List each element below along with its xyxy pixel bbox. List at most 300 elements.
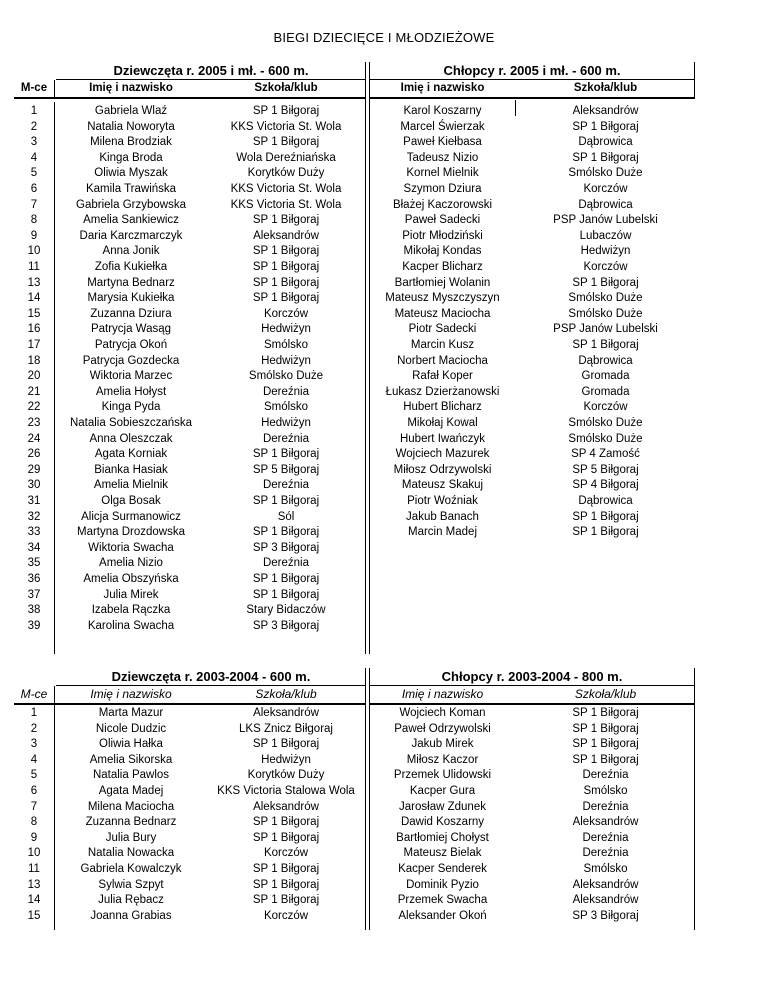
table-row	[0, 706, 768, 722]
cell-place: 2	[30, 722, 38, 735]
cell-girl-club: Korczów	[263, 847, 309, 860]
cell-boy-club: Smólsko	[583, 863, 628, 875]
table-row	[0, 338, 768, 354]
cell-girl-name: Gabriela Kowalczyk	[80, 863, 182, 875]
cell-girl-name: Martyna Drozdowska	[76, 526, 185, 539]
table-row	[0, 862, 768, 878]
cell-boy-club: SP 1 Biłgoraj	[572, 276, 639, 289]
cell-boy-club: SP 1 Biłgoraj	[572, 151, 639, 164]
cell-girl-club: Hedwiżyn	[261, 354, 311, 367]
cell-girl-club: Sól	[277, 510, 295, 523]
cell-boy-name: Błażej Kaczorowski	[392, 198, 493, 211]
table-row	[0, 815, 768, 831]
cell-girl-club: Stary Bidaczów	[246, 604, 326, 617]
table-row	[0, 909, 768, 925]
table-row	[0, 182, 768, 198]
cell-girl-club: SP 1 Biłgoraj	[252, 878, 320, 891]
cell-boy-club: Smólsko Duże	[568, 417, 643, 429]
header-rule-bottom	[14, 97, 366, 99]
table-row	[0, 135, 768, 151]
section-2003-2004	[0, 668, 768, 938]
cell-boy-name: Mikołaj Kondas	[403, 245, 482, 258]
cell-boy-name: Paweł Kiełbasa	[403, 136, 482, 149]
cell-boy-club: Korczów	[583, 261, 628, 273]
cell-girl-club: SP 1 Biłgoraj	[252, 863, 320, 875]
cell-boy-name: Hubert Iwańczyk	[399, 432, 485, 445]
cell-girl-name: Natalia Noworyta	[87, 120, 175, 133]
cell-place: 38	[27, 604, 41, 617]
cell-place: 13	[27, 878, 41, 891]
cell-boy-club: SP 1 Biłgoraj	[572, 707, 639, 719]
cell-girl-name: Zofia Kukiełka	[94, 261, 168, 273]
cell-girl-name: Gabriela Grzybowska	[76, 198, 186, 211]
cell-place: 15	[27, 307, 41, 320]
cell-boy-club: PSP Janów Lubelski	[553, 323, 658, 336]
heading-girls-2005: Dziewczęta r. 2005 i mł. - 600 m.	[113, 63, 309, 78]
cell-girl-name: Martyna Bednarz	[87, 276, 175, 289]
cell-girl-club: Smólsko Duże	[248, 370, 324, 383]
cell-place: 11	[28, 863, 40, 875]
cell-boy-name: Mikołaj Kowal	[407, 417, 478, 429]
cell-boy-club: Dąbrowica	[578, 354, 633, 367]
table-row	[0, 307, 768, 323]
cell-girl-club: Dereźnia	[262, 479, 310, 492]
cell-boy-club: Smólsko Duże	[568, 167, 643, 180]
col-header-place: M-ce	[20, 82, 48, 94]
cell-girl-club: Smólsko	[263, 401, 309, 414]
cell-boy-club: Gromada	[581, 370, 630, 383]
cell-girl-name: Zuzanna Dziura	[90, 307, 172, 320]
cell-place: 3	[30, 136, 38, 149]
cell-place: 11	[28, 261, 40, 273]
cell-girl-club: LKS Znicz Biłgoraj	[239, 722, 333, 735]
table-row	[0, 260, 768, 276]
cell-girl-club: SP 1 Biłgoraj	[252, 588, 320, 601]
cell-boy-name: Kacper Gura	[409, 785, 476, 797]
cell-girl-name: Karolina Swacha	[87, 619, 175, 632]
cell-girl-club: Korczów	[263, 307, 309, 320]
cell-boy-name: Hubert Blicharz	[403, 401, 482, 414]
cell-girl-club: Korytków Duży	[247, 769, 325, 782]
cell-boy-club: SP 3 Biłgoraj	[572, 909, 639, 922]
cell-boy-name: Piotr Sadecki	[408, 323, 477, 336]
cell-boy-name: Marcin Madej	[407, 526, 478, 539]
cell-place: 1	[30, 105, 38, 117]
col-header-place: M-ce	[20, 687, 48, 701]
cell-girl-club: SP 1 Biłgoraj	[252, 573, 320, 585]
cell-boy-club: Dąbrowica	[578, 198, 633, 211]
cell-boy-club: Lubaczów	[579, 229, 632, 242]
cell-girl-club: SP 1 Biłgoraj	[252, 894, 320, 907]
cell-girl-name: Julia Bury	[105, 831, 157, 844]
cell-boy-club: Smólsko Duże	[568, 292, 643, 305]
table-row	[0, 400, 768, 416]
cell-girl-club: Aleksandrów	[253, 707, 319, 719]
header-rule-bottom	[14, 703, 366, 705]
cell-boy-club: Hedwiżyn	[580, 245, 631, 258]
cell-boy-club: Smólsko	[583, 785, 628, 797]
table-row	[0, 541, 768, 557]
cell-place: 13	[27, 276, 41, 289]
table-row	[0, 213, 768, 229]
cell-boy-club: SP 1 Biłgoraj	[572, 526, 639, 539]
cell-girl-club: SP 1 Biłgoraj	[252, 526, 320, 539]
header-rule-top	[370, 79, 694, 80]
table-row	[0, 525, 768, 541]
cell-girl-name: Milena Maciocha	[87, 800, 175, 813]
cell-place: 2	[30, 120, 38, 133]
cell-girl-name: Milena Brodziak	[90, 136, 172, 149]
cell-girl-club: SP 1 Biłgoraj	[252, 276, 320, 289]
cell-girl-club: SP 1 Biłgoraj	[252, 105, 320, 117]
cell-place: 7	[30, 800, 38, 813]
cell-boy-name: Dominik Pyzio	[406, 878, 479, 891]
cell-boy-name: Mateusz Myszczyszyn	[385, 292, 500, 305]
cell-place: 10	[27, 847, 41, 860]
cell-boy-club: Gromada	[581, 385, 630, 398]
cell-boy-name: Marcin Kusz	[410, 339, 475, 351]
table-row	[0, 510, 768, 526]
cell-boy-name: Aleksander Okoń	[398, 909, 487, 922]
cell-boy-club: Dąbrowica	[578, 136, 633, 149]
cell-girl-name: Natalia Pawlos	[92, 769, 170, 782]
cell-girl-name: Daria Karczmarczyk	[79, 229, 183, 242]
table-row	[0, 447, 768, 463]
cell-place: 31	[27, 495, 41, 507]
cell-boy-club: Aleksandrów	[572, 816, 639, 829]
cell-boy-name: Miłosz Kaczor	[406, 753, 479, 766]
table-row	[0, 198, 768, 214]
cell-boy-name: Mateusz Skakuj	[401, 479, 484, 492]
cell-girl-name: Amelia Sankiewicz	[83, 214, 179, 227]
cell-place: 16	[27, 323, 41, 336]
cell-girl-club: Dereźnia	[262, 557, 310, 570]
cell-boy-name: Wojciech Koman	[399, 707, 486, 719]
cell-place: 5	[30, 769, 38, 782]
table-row	[0, 120, 768, 136]
cell-girl-name: Amelia Hołyst	[95, 385, 167, 398]
cell-girl-club: KKS Victoria St. Wola	[230, 120, 342, 133]
table-row	[0, 768, 768, 784]
cell-boy-name: Przemek Ulidowski	[393, 769, 492, 782]
heading-girls-2003-2004: Dziewczęta r. 2003-2004 - 600 m.	[111, 669, 311, 684]
cell-place: 23	[27, 417, 41, 429]
cell-girl-name: Nicole Dudzic	[95, 722, 167, 735]
table-row	[0, 494, 768, 510]
cell-girl-name: Marysia Kukiełka	[87, 292, 175, 305]
col-header-boy-name: Imię i nazwisko	[401, 687, 484, 701]
cell-boy-name: Tadeusz Nizio	[406, 151, 479, 164]
cell-girl-club: SP 1 Biłgoraj	[252, 261, 320, 273]
cell-boy-club: PSP Janów Lubelski	[553, 214, 658, 227]
divider-vertical	[694, 62, 695, 99]
cell-place: 26	[27, 448, 41, 461]
section-2005	[0, 62, 768, 662]
cell-place: 7	[30, 198, 38, 211]
cell-girl-name: Julia Rębacz	[98, 894, 164, 907]
cell-boy-club: SP 1 Biłgoraj	[572, 120, 639, 133]
cell-place: 39	[27, 619, 41, 632]
cell-boy-club: Dereźnia	[582, 769, 629, 782]
cell-girl-name: Patrycja Okoń	[94, 339, 168, 351]
cell-boy-name: Mateusz Maciocha	[394, 307, 491, 320]
table-row	[0, 104, 768, 120]
cell-place: 1	[30, 707, 38, 719]
col-header-girl-name: Imię i nazwisko	[90, 687, 172, 701]
cell-girl-club: SP 1 Biłgoraj	[252, 495, 320, 507]
cell-boy-name: Paweł Sadecki	[404, 214, 481, 227]
cell-boy-name: Kacper Senderek	[398, 863, 487, 875]
header-rule-top	[56, 79, 366, 80]
header-rule-bottom	[370, 97, 694, 99]
cell-place: 15	[27, 909, 41, 922]
cell-girl-name: Joanna Grabias	[90, 909, 172, 922]
table-row	[0, 878, 768, 894]
cell-place: 3	[30, 738, 38, 751]
header-rule-bottom	[370, 703, 694, 705]
col-header-girl-name: Imię i nazwisko	[89, 82, 173, 94]
page-title: BIEGI DZIECIĘCE I MŁODZIEŻOWE	[273, 30, 495, 45]
cell-place: 33	[27, 526, 41, 539]
table-row	[0, 893, 768, 909]
table-row	[0, 432, 768, 448]
cell-girl-club: SP 3 Biłgoraj	[252, 541, 320, 554]
cell-boy-club: Korczów	[583, 401, 628, 414]
cell-boy-name: Dawid Koszarny	[400, 816, 485, 829]
cell-girl-name: Amelia Obszyńska	[83, 573, 179, 585]
cell-boy-club: SP 1 Biłgoraj	[572, 738, 639, 751]
cell-place: 22	[27, 401, 41, 414]
table-row	[0, 291, 768, 307]
cell-girl-name: Alicja Surmanowicz	[81, 510, 181, 523]
cell-boy-name: Karol Koszarny	[403, 105, 482, 117]
cell-place: 14	[27, 894, 41, 907]
cell-boy-club: Dereźnia	[582, 831, 629, 844]
cell-girl-club: Dereźnia	[262, 385, 310, 398]
cell-girl-name: Zuzanna Bednarz	[85, 816, 177, 829]
cell-place: 36	[27, 573, 41, 585]
cell-girl-club: Dereźnia	[262, 432, 310, 445]
cell-girl-name: Olga Bosak	[101, 495, 161, 507]
table-row	[0, 846, 768, 862]
cell-boy-name: Przemek Swacha	[397, 894, 488, 907]
cell-boy-club: Dereźnia	[582, 847, 629, 860]
cell-boy-name: Bartłomiej Wolanin	[394, 276, 491, 289]
cell-boy-club: SP 4 Zamość	[571, 448, 640, 461]
cell-boy-club: Dąbrowica	[578, 495, 633, 507]
cell-boy-name: Marcel Świerzak	[400, 120, 485, 133]
cell-girl-club: Aleksandrów	[253, 229, 319, 242]
col-header-boy-name: Imię i nazwisko	[400, 82, 485, 94]
cell-place: 6	[30, 183, 38, 195]
cell-girl-club: SP 3 Biłgoraj	[252, 619, 320, 632]
cell-place: 21	[27, 385, 41, 398]
cell-boy-name: Wojciech Mazurek	[395, 448, 490, 461]
cell-boy-club: Smólsko Duże	[568, 432, 643, 445]
cell-boy-club: Dereźnia	[582, 800, 629, 813]
header-rule-top	[56, 685, 366, 686]
cell-girl-club: Aleksandrów	[253, 800, 319, 813]
cell-boy-name: Kacper Blicharz	[402, 261, 483, 273]
cell-girl-name: Wiktoria Swacha	[88, 541, 174, 554]
divider-vertical	[54, 80, 55, 99]
cell-girl-club: SP 1 Biłgoraj	[252, 816, 320, 829]
cell-boy-name: Jakub Mirek	[411, 738, 474, 751]
cell-girl-name: Kinga Broda	[99, 151, 163, 164]
cell-boy-name: Kornel Mielnik	[406, 167, 479, 180]
cell-boy-club: SP 4 Biłgoraj	[572, 479, 639, 492]
cell-place: 24	[27, 432, 41, 445]
cell-girl-name: Agata Madej	[98, 785, 164, 797]
cell-place: 32	[27, 510, 41, 523]
col-header-girl-club: Szkoła/klub	[255, 687, 317, 701]
cell-place: 20	[27, 370, 41, 383]
cell-girl-club: Wola Dereźniańska	[236, 151, 336, 164]
cell-girl-name: Anna Jonik	[102, 245, 160, 258]
heading-boys-2003-2004: Chłopcy r. 2003-2004 - 800 m.	[441, 669, 623, 684]
cell-girl-name: Agata Korniak	[94, 448, 168, 461]
cell-place: 17	[27, 339, 41, 351]
cell-girl-club: SP 1 Biłgoraj	[252, 292, 320, 305]
table-row	[0, 244, 768, 260]
cell-boy-club: SP 1 Biłgoraj	[572, 339, 639, 351]
table-row	[0, 619, 768, 635]
table-row	[0, 385, 768, 401]
cell-boy-club: SP 5 Biłgoraj	[572, 463, 639, 476]
table-row	[0, 151, 768, 167]
cell-boy-name: Piotr Woźniak	[407, 495, 478, 507]
header-rule-top	[370, 685, 694, 686]
cell-girl-name: Julia Mirek	[103, 588, 159, 601]
cell-boy-name: Szymon Dziura	[403, 183, 482, 195]
cell-girl-name: Sylwia Szpyt	[98, 878, 164, 891]
cell-girl-name: Marta Mazur	[98, 707, 164, 719]
cell-girl-club: Korczów	[263, 909, 309, 922]
cell-girl-club: SP 1 Biłgoraj	[252, 136, 320, 149]
cell-girl-club: Hedwiżyn	[261, 323, 311, 336]
table-row	[0, 556, 768, 572]
cell-girl-name: Amelia Nizio	[99, 557, 163, 570]
table-row	[0, 229, 768, 245]
cell-girl-name: Oliwia Myszak	[94, 167, 168, 180]
cell-girl-club: SP 1 Biłgoraj	[252, 245, 320, 258]
cell-girl-name: Izabela Rączka	[91, 604, 171, 617]
cell-girl-name: Kamila Trawińska	[85, 183, 177, 195]
cell-place: 8	[30, 816, 38, 829]
cell-boy-name: Piotr Młodziński	[402, 229, 483, 242]
cell-girl-name: Patrycja Wasąg	[90, 323, 172, 336]
table-row	[0, 588, 768, 604]
cell-girl-name: Gabriela Wlaź	[94, 105, 168, 117]
cell-girl-name: Amelia Sikorska	[89, 753, 173, 766]
col-header-girl-club: Szkoła/klub	[254, 82, 318, 94]
cell-girl-name: Natalia Nowacka	[87, 847, 175, 860]
cell-place: 5	[30, 167, 38, 180]
table-row	[0, 737, 768, 753]
cell-girl-club: Hedwiżyn	[261, 417, 311, 429]
heading-boys-2005: Chłopcy r. 2005 i mł. - 600 m.	[443, 63, 621, 78]
cell-girl-name: Wiktoria Marzec	[89, 370, 173, 383]
cell-girl-club: Korytków Duży	[247, 167, 325, 180]
cell-girl-club: SP 1 Biłgoraj	[252, 214, 320, 227]
table-row	[0, 722, 768, 738]
cell-girl-club: KKS Victoria St. Wola	[230, 198, 342, 211]
table-row	[0, 753, 768, 769]
cell-boy-club: SP 1 Biłgoraj	[572, 722, 639, 735]
cell-place: 6	[30, 785, 38, 797]
cell-place: 18	[27, 354, 41, 367]
table-row	[0, 784, 768, 800]
cell-place: 4	[30, 151, 38, 164]
cell-boy-name: Łukasz Dzierżanowski	[385, 385, 500, 398]
cell-boy-name: Norbert Maciocha	[397, 354, 488, 367]
table-row	[0, 478, 768, 494]
cell-boy-club: Aleksandrów	[572, 894, 639, 907]
cell-girl-name: Anna Oleszczak	[89, 432, 173, 445]
cell-boy-name: Miłosz Odrzywolski	[393, 463, 492, 476]
cell-boy-name: Mateusz Bielak	[403, 847, 482, 860]
cell-boy-name: Paweł Odrzywolski	[394, 722, 491, 735]
cell-girl-club: SP 1 Biłgoraj	[252, 448, 320, 461]
cell-boy-club: SP 1 Biłgoraj	[572, 753, 639, 766]
cell-place: 35	[27, 557, 41, 570]
cell-girl-name: Bianka Hasiak	[94, 463, 168, 476]
table-row	[0, 166, 768, 182]
table-row	[0, 572, 768, 588]
cell-girl-name: Amelia Mielnik	[93, 479, 169, 492]
cell-place: 30	[27, 479, 41, 492]
table-row	[0, 603, 768, 619]
cell-girl-name: Kinga Pyda	[101, 401, 161, 414]
cell-place: 29	[27, 463, 41, 476]
cell-girl-club: SP 1 Biłgoraj	[252, 831, 320, 844]
cell-place: 37	[27, 588, 41, 601]
cell-girl-name: Patrycja Gozdecka	[82, 354, 180, 367]
cell-boy-club: Korczów	[583, 183, 628, 195]
cell-girl-club: KKS Victoria St. Wola	[230, 183, 342, 195]
cell-girl-club: Hedwiżyn	[261, 753, 311, 766]
cell-boy-club: Aleksandrów	[572, 878, 639, 891]
cell-boy-club: SP 1 Biłgoraj	[572, 510, 639, 523]
cell-place: 14	[27, 292, 41, 305]
cell-boy-name: Bartłomiej Chołyst	[396, 831, 489, 844]
table-row	[0, 416, 768, 432]
cell-boy-name: Jakub Banach	[406, 510, 479, 523]
cell-place: 9	[30, 831, 38, 844]
cell-girl-name: Natalia Sobieszczańska	[69, 417, 193, 429]
cell-boy-name: Rafał Koper	[412, 370, 473, 383]
cell-place: 10	[27, 245, 41, 258]
col-header-boy-club: Szkoła/klub	[573, 82, 638, 94]
cell-place: 34	[27, 541, 41, 554]
cell-girl-club: Smólsko	[263, 339, 309, 351]
table-row	[0, 354, 768, 370]
cell-girl-club: SP 1 Biłgoraj	[252, 738, 320, 751]
cell-place: 9	[30, 229, 38, 242]
cell-boy-name: Jarosław Zdunek	[399, 800, 486, 813]
cell-girl-club: SP 5 Biłgoraj	[252, 463, 320, 476]
table-row	[0, 463, 768, 479]
cell-boy-club: Smólsko Duże	[568, 307, 643, 320]
cell-girl-name: Oliwia Hałka	[99, 738, 163, 751]
cell-place: 8	[30, 214, 38, 227]
table-row	[0, 800, 768, 816]
table-row	[0, 831, 768, 847]
table-row	[0, 369, 768, 385]
cell-girl-club: KKS Victoria Stalowa Wola	[217, 785, 355, 797]
table-row	[0, 322, 768, 338]
cell-boy-club: Aleksandrów	[572, 105, 639, 117]
